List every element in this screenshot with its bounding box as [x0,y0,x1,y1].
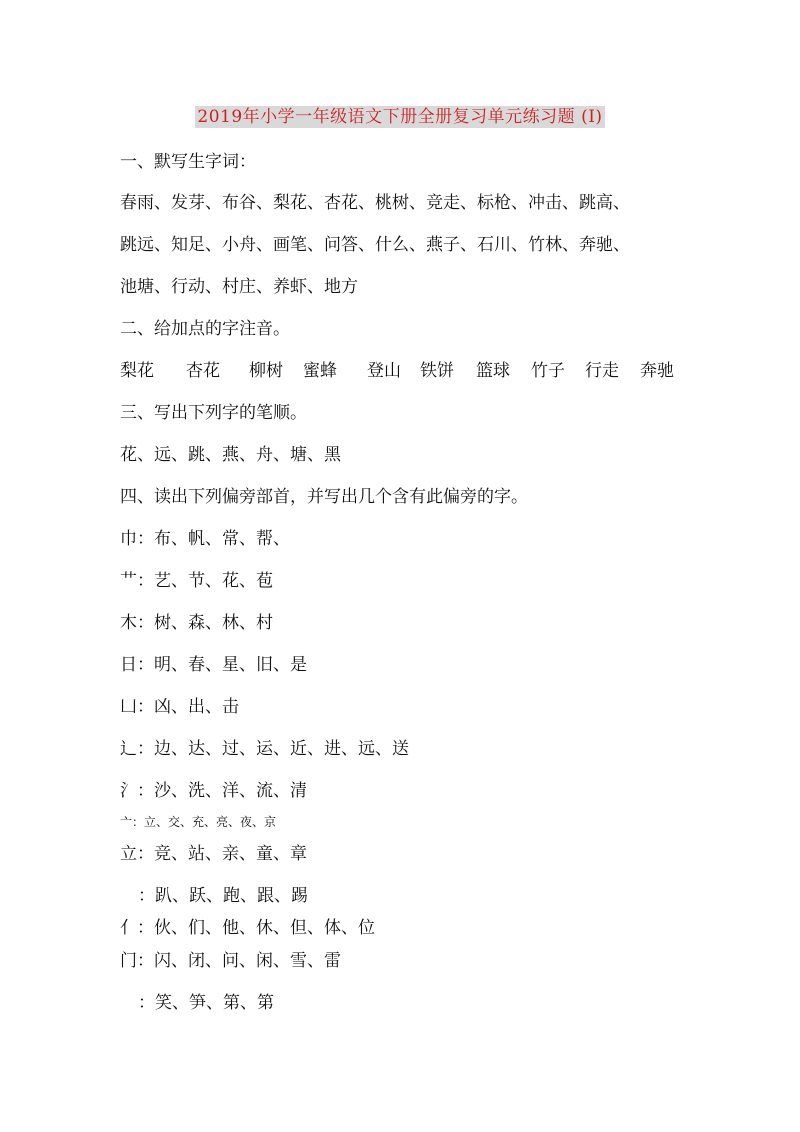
section3-chars: 花、远、跳、燕、舟、塘、黑 [120,445,341,465]
word-item: 行走 [585,361,619,381]
word-item: 柳树 [249,361,283,381]
radical-row-ri: 日：明、春、星、旧、是 [120,655,307,675]
section1-heading: 一、默写生字词： [120,152,256,172]
word-item: 奔驰 [640,361,674,381]
section3-heading: 三、写出下列字的笔顺。 [120,403,307,423]
section1-row3: 池塘、行动、村庄、养虾、地方 [120,277,358,297]
word-item: 篮球 [476,361,510,381]
radical-row-men: 门：闪、闭、问、闲、雪、雷 [120,951,341,971]
word-item: 杏花 [186,361,220,381]
radical-row-kan: 凵：凶、出、击 [120,697,239,717]
word-item: 梨花 [120,361,154,381]
radical-row-jin: 巾：布、帆、常、帮、 [120,529,290,549]
radical-row-zu: ：趴、跃、跑、跟、踢 [138,886,308,906]
radical-row-zhu: ：笑、笋、第、第 [138,993,274,1013]
page-title: 2019年小学一年级语文下册全册复习单元练习题 (I) [197,107,603,127]
radical-row-tou: 亠：立、交、充、亮、夜、京 [120,815,277,829]
radical-row-cao: 艹：艺、节、花、苞 [120,571,273,591]
section2-heading: 二、给加点的字注音。 [120,319,290,339]
radical-row-shui: 氵：沙、洗、洋、流、清 [120,781,307,801]
section1-row2: 跳远、知足、小舟、画笔、问答、什么、燕子、石川、竹林、奔驰、 [120,235,630,255]
section4-heading: 四、读出下列偏旁部首，并写出几个含有此偏旁的字。 [120,487,528,507]
radical-row-ren: 亻：伙、们、他、休、但、体、位 [120,918,375,938]
radical-row-mu: 木：树、森、林、村 [120,613,273,633]
radical-row-li: 立：竞、站、亲、童、章 [120,844,307,864]
word-item: 蜜蜂 [303,361,337,381]
word-item: 铁饼 [420,361,454,381]
radical-row-zou: 辶：边、达、过、运、近、进、远、送 [120,739,409,759]
title-container [0,106,800,128]
section1-row1: 春雨、发芽、布谷、梨花、杏花、桃树、竞走、标枪、冲击、跳高、 [120,193,630,213]
word-item: 竹子 [531,361,565,381]
word-item: 登山 [367,361,401,381]
